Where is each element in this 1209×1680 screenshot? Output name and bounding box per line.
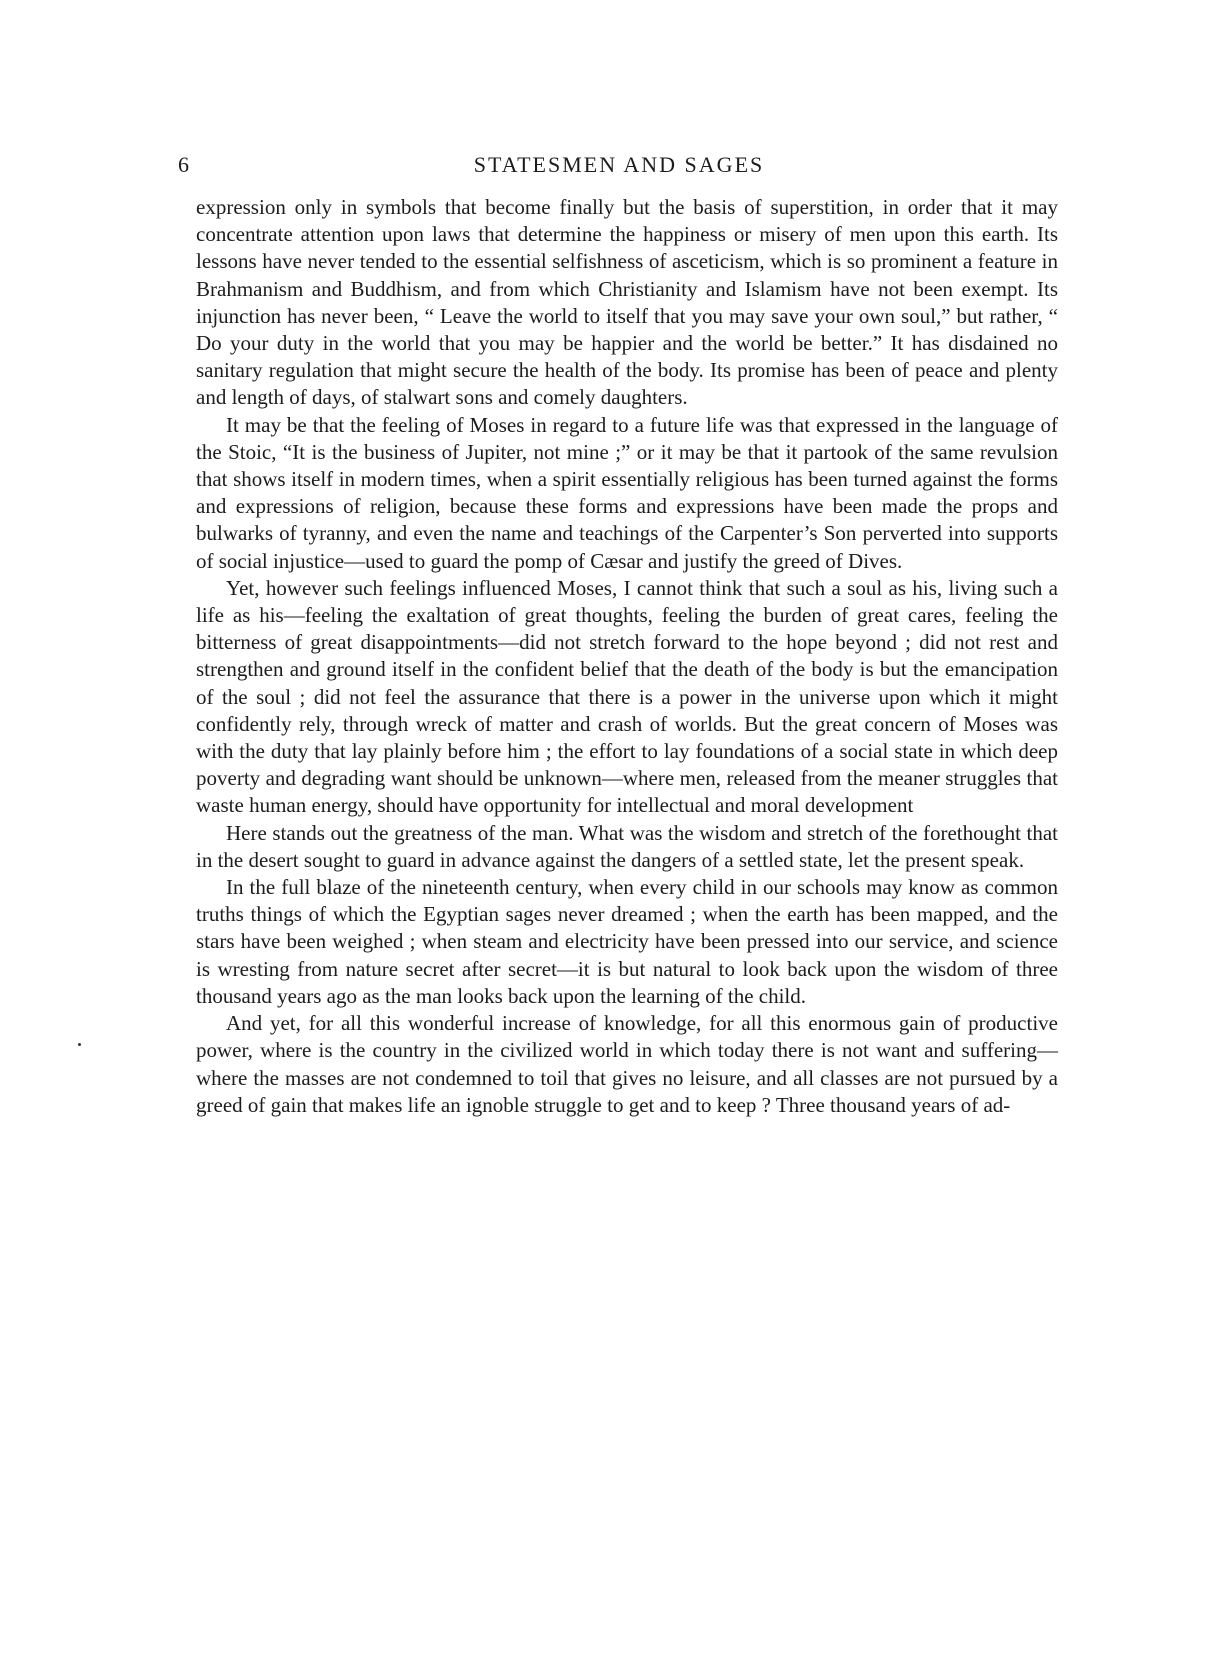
paragraph-moses-feelings: Yet, however such feelings influenced Moses, I cannot think that such a soul as his, living such a life as his—feeling the exaltation of great thoughts, feeling the burden of great cares, feeling the bitterness of great disappointments—did not stretch forward to the hope beyond ; did not rest and strengthen and ground itself in the confident belief that the death of the body is but the emancipation of the soul ; did not feel the assurance that there is a power in the universe upon which it might confidently rely, through wreck of matter and crash of worlds. But the great concern of Moses was with the duty that lay plainly before him ; the effort to lay foundations of a social state in which deep poverty and degrading want should be unknown—where men, released from the meaner struggles that waste human energy, should have opportunity for intellectual and moral development: [196, 575, 1058, 818]
paragraph-knowledge-increase: And yet, for all this wonderful increase of knowledge, for all this enormous gain of productive power, where is the country in the civilized world in which today there is not want and suffering—where the masses are not condemned to toil that gives no leisure, and all classes are not pursued by a greed of gain that makes life an ignoble struggle to get and to keep ? Three thousand years of ad-: [196, 1011, 1058, 1117]
page-header-title: STATESMEN AND SAGES: [473, 152, 765, 177]
paragraph-continuation: expression only in symbols that become finally but the basis of superstition, in order that it may concentrate attention upon laws that determine the happiness or misery of men upon this earth. Its lessons have never tended to the essential selfishness of asceticism, which is so prominent a feature in Brahmanism and Buddhism, and from which Christianity and Islamism have not been exempt. Its injunction has never been, “ Leave the world to itself that you may save your own soul,” but rather, “ Do your duty in the world that you may be happier and the world be better.” It has disdained no sanitary regulation that might secure the health of the body. Its promise has been of peace and plenty and length of days, of stalwart sons and comely daughters.: [196, 195, 1058, 410]
paragraph-nineteenth-century: In the full blaze of the nineteenth century, when every child in our schools may know as common truths things of which the Egyptian sages never dreamed ; when the earth has been mapped, and the stars have been weighed ; when steam and electricity have been pressed into our service, and science is wresting from nature secret after secret—it is but natural to look back upon the wisdom of three thousand years ago as the man looks back upon the learning of the child.: [196, 875, 1058, 1008]
paragraph-future-life: It may be that the feeling of Moses in regard to a future life was that expressed in the language of the Stoic, “It is the business of Jupiter, not mine ;” or it may be that it partook of the same revulsion that shows itself in modern times, when a spirit essentially religious has been turned against the forms and expressions of religion, because these forms and expressions have been made the props and bulwarks of tyranny, and even the name and teachings of the Carpenter’s Son perverted into supports of social injustice—used to guard the pomp of Cæsar and justify the greed of Dives.: [196, 412, 1058, 573]
running-head: [178, 148, 1060, 182]
margin-dot: [78, 1043, 81, 1046]
paragraph-greatness: Here stands out the greatness of the man. What was the wisdom and stretch of the forethought that in the desert sought to guard in advance against the dangers of a settled state, let the present speak.: [196, 820, 1058, 872]
body-text: [196, 194, 1058, 1119]
page-number: 6: [178, 152, 189, 177]
